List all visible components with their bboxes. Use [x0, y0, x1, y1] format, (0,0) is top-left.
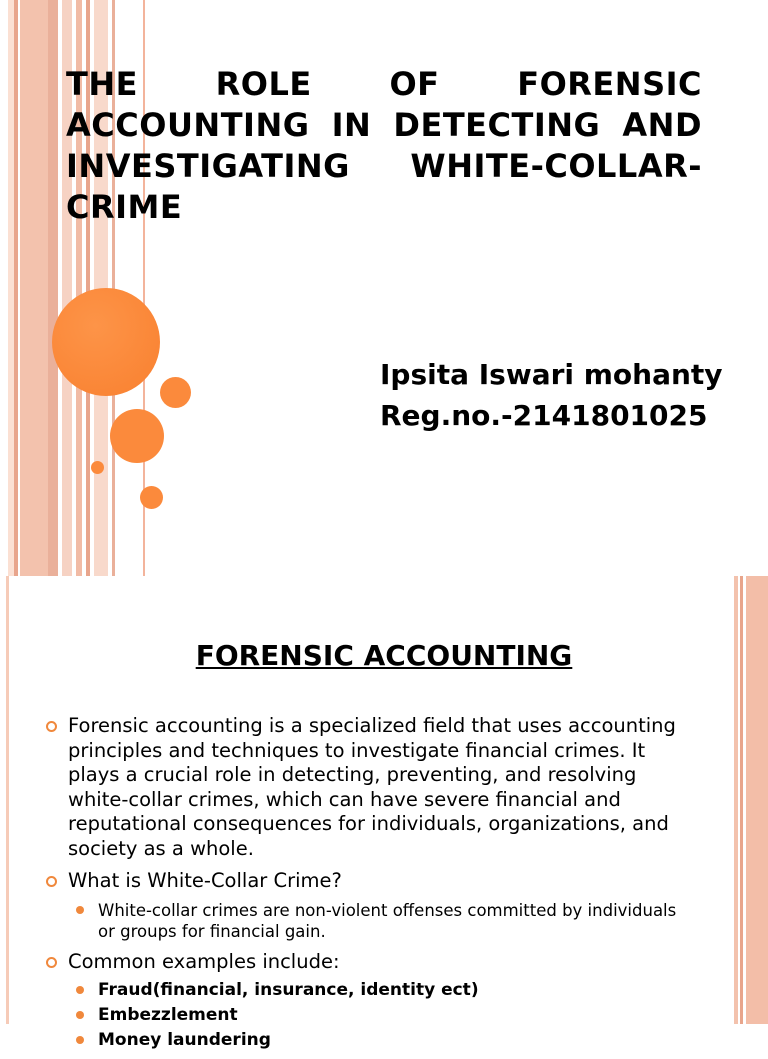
- bullet-list: [46, 714, 686, 1059]
- ring-bullet-icon: [46, 876, 57, 887]
- sub-bullet-text: White-collar crimes are non-violent offenses committed by individuals or groups for financial gain.: [98, 900, 677, 941]
- bullet-item: [46, 869, 686, 942]
- dot-bullet-icon: [76, 1011, 84, 1019]
- bullet-item: [46, 950, 686, 1052]
- sub-bullet-text: Fraud(financial, insurance, identity ect): [98, 980, 479, 1000]
- decor-stripe: [48, 0, 58, 576]
- ring-bullet-icon: [46, 957, 57, 968]
- sub-bullet-item: [74, 980, 686, 1001]
- decor-circle: [140, 486, 163, 509]
- sub-bullet-item: [74, 1030, 686, 1051]
- decor-circle: [91, 461, 104, 474]
- dot-bullet-icon: [76, 1036, 84, 1044]
- registration-number: Reg.no.-2141801025: [380, 399, 708, 432]
- sub-bullet-text: Embezzlement: [98, 1005, 238, 1025]
- slide-title: THE ROLE OF FORENSIC ACCOUNTING IN DETECTING AND INVESTIGATING WHITE-COLLAR-CRIME: [66, 65, 702, 226]
- decor-circle-large: [52, 288, 160, 396]
- sub-bullet-list: [74, 980, 686, 1051]
- decor-circle: [110, 409, 164, 463]
- dot-bullet-icon: [76, 906, 84, 914]
- sub-bullet-list: [74, 900, 686, 942]
- author-name: Ipsita Iswari mohanty: [380, 358, 723, 391]
- bullet-text: Forensic accounting is a specialized field that uses accounting principles and techniques to investigate financial crimes. It plays a crucial role in detecting, preventing, and resolving white-collar crimes, which can have severe financial and reputational consequences for individuals, organizations, and society as a whole.: [68, 714, 676, 860]
- sub-bullet-item: [74, 900, 686, 942]
- decor-stripe: [14, 0, 18, 576]
- sub-bullet-item: [74, 1005, 686, 1026]
- decor-stripe: [20, 0, 48, 576]
- bullet-text: What is White-Collar Crime?: [68, 869, 342, 892]
- content-slide: [0, 576, 768, 1050]
- sub-bullet-text: Money laundering: [98, 1030, 271, 1050]
- slide-heading: FORENSIC ACCOUNTING: [195, 639, 573, 672]
- dot-bullet-icon: [76, 986, 84, 994]
- ring-bullet-icon: [46, 721, 57, 732]
- bullet-text: Common examples include:: [68, 949, 340, 973]
- decor-circle: [160, 377, 191, 408]
- bullet-item: [46, 714, 686, 861]
